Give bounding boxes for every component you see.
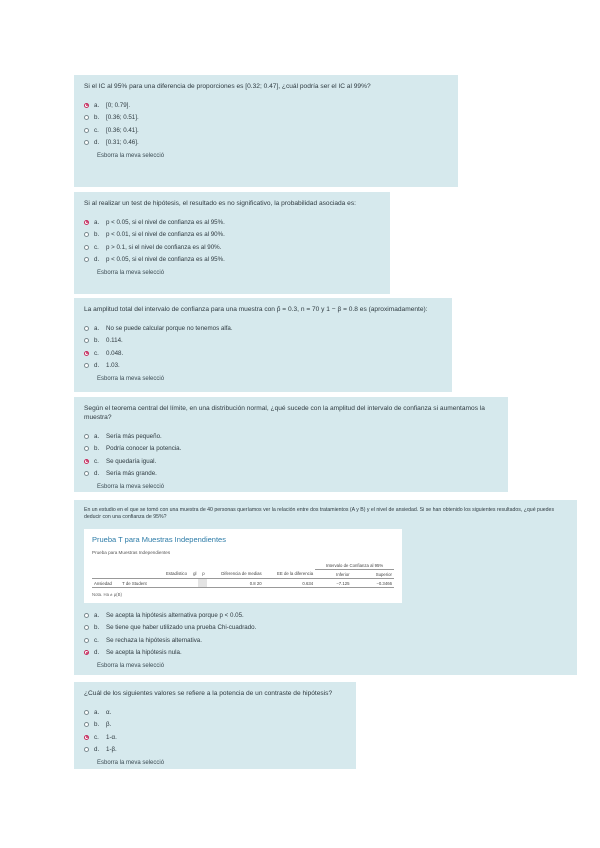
option-text: 1-β. <box>106 746 117 754</box>
clear-selection-link[interactable]: Esborra la meva selecció <box>97 484 165 490</box>
results-table <box>92 561 394 588</box>
option-letter: a. <box>94 101 100 109</box>
radio-icon[interactable] <box>84 747 89 752</box>
table-cell: T de Student <box>120 579 157 588</box>
option-text: [0.36; 0.41]. <box>106 126 139 134</box>
answer-option[interactable] <box>84 112 448 125</box>
question-text: Si el IC al 95% para una diferencia de proporciones es [0.32; 0.47], ¿cuál podría ser el IC al 99%? <box>84 83 371 90</box>
option-text: p > 0.1, si el nivel de confianza es al 90%. <box>106 243 222 251</box>
option-text: 0.114. <box>106 337 123 345</box>
option-letter: c. <box>94 457 99 465</box>
question-card-2 <box>74 192 390 294</box>
option-text: p < 0.05, si el nivel de confianza es al 95%. <box>106 218 225 226</box>
answer-option[interactable] <box>84 322 442 335</box>
answer-option[interactable] <box>84 609 567 622</box>
answer-option[interactable] <box>84 744 346 757</box>
option-letter: a. <box>94 324 100 332</box>
radio-icon[interactable] <box>84 245 89 250</box>
question-card-6 <box>74 682 356 769</box>
option-text: No se puede calcular porque no tenemos alfa. <box>106 324 233 332</box>
option-letter: c. <box>94 126 99 134</box>
answer-option[interactable] <box>84 137 448 150</box>
radio-icon[interactable] <box>84 625 89 630</box>
answer-option[interactable] <box>84 360 442 373</box>
option-letter: a. <box>94 432 100 440</box>
radio-icon[interactable] <box>84 710 89 715</box>
option-letter: b. <box>94 231 100 239</box>
table-cell: −7.125 <box>315 579 351 588</box>
clear-selection-link[interactable]: Esborra la meva selecció <box>97 663 165 669</box>
radio-icon[interactable] <box>84 257 89 262</box>
option-letter: d. <box>94 649 100 657</box>
answer-option[interactable] <box>84 229 380 242</box>
options-list <box>84 216 380 266</box>
option-text: Se acepta la hipótesis nula. <box>106 649 182 657</box>
radio-icon[interactable] <box>84 613 89 618</box>
results-table-panel <box>84 529 402 603</box>
options-list <box>84 430 498 480</box>
option-text: [0.36; 0.51]. <box>106 114 139 122</box>
table-note: Nota. Ha ≠ μ(B) <box>92 592 122 597</box>
answer-option[interactable] <box>84 706 346 719</box>
column-header: Inferior <box>315 570 351 579</box>
radio-icon[interactable] <box>84 722 89 727</box>
question-card-4 <box>74 397 508 492</box>
clear-selection-link[interactable]: Esborra la meva selecció <box>97 153 165 159</box>
radio-icon[interactable] <box>84 128 89 133</box>
option-letter: a. <box>94 218 100 226</box>
radio-selected-icon[interactable] <box>84 459 89 464</box>
option-text: Sería más pequeño. <box>106 432 162 440</box>
answer-option[interactable] <box>84 622 567 635</box>
option-letter: c. <box>94 349 99 357</box>
option-letter: b. <box>94 624 100 632</box>
option-text: 0.048. <box>106 349 124 357</box>
answer-option[interactable] <box>84 647 567 660</box>
column-header: gl <box>189 570 198 579</box>
table-cell: Ansiedad <box>92 579 120 588</box>
option-letter: b. <box>94 114 100 122</box>
options-list <box>84 609 567 659</box>
clear-selection-link[interactable]: Esborra la meva selecció <box>97 760 165 766</box>
table-cell <box>198 579 206 588</box>
option-letter: c. <box>94 636 99 644</box>
option-text: 1-α. <box>106 733 117 741</box>
option-text: Se rechaza la hipótesis alternativa. <box>106 636 202 644</box>
radio-icon[interactable] <box>84 363 89 368</box>
question-text: ¿Cuál de los siguientes valores se refiere a la potencia de un contraste de hipótesis? <box>84 690 333 697</box>
table-cell <box>189 579 198 588</box>
question-card-5 <box>74 500 577 675</box>
option-text: α. <box>106 708 112 716</box>
option-text: Podría conocer la potencia. <box>106 445 182 453</box>
column-header: Estadístico <box>157 570 189 579</box>
option-letter: d. <box>94 362 100 370</box>
answer-option[interactable] <box>84 455 498 468</box>
radio-icon[interactable] <box>84 434 89 439</box>
question-card-3 <box>74 298 452 392</box>
answer-option[interactable] <box>84 719 346 732</box>
answer-option[interactable] <box>84 216 380 229</box>
question-text: Según el teorema central del límite, en una distribución normal, ¿qué sucede con la amplitud del intervalo de confianza si aumentamos la muestra? <box>84 405 485 421</box>
ci-header: Intervalo de Confianza al 95% <box>315 561 394 570</box>
answer-option[interactable] <box>84 335 442 348</box>
answer-option[interactable] <box>84 468 498 481</box>
option-letter: b. <box>94 721 100 729</box>
radio-selected-icon[interactable] <box>84 103 89 108</box>
radio-selected-icon[interactable] <box>84 351 89 356</box>
clear-selection-link[interactable]: Esborra la meva selecció <box>97 376 165 382</box>
clear-selection-link[interactable]: Esborra la meva selecció <box>97 270 165 276</box>
option-text: Sería más grande. <box>106 470 157 478</box>
column-header: Diferencia de medias <box>207 570 264 579</box>
table-cell: 0.8 20 <box>207 579 264 588</box>
radio-icon[interactable] <box>84 471 89 476</box>
answer-option[interactable] <box>84 347 442 360</box>
option-letter: d. <box>94 139 100 147</box>
option-letter: b. <box>94 445 100 453</box>
option-letter: c. <box>94 733 99 741</box>
radio-icon[interactable] <box>84 338 89 343</box>
option-letter: c. <box>94 243 99 251</box>
question-text: La amplitud total del intervalo de confianza para una muestra con p̂ = 0.3, n = 70 y 1 − β = 0.8 es (aproximadamente): <box>84 306 428 313</box>
option-text: [0.31; 0.46]. <box>106 139 139 147</box>
option-letter: d. <box>94 470 100 478</box>
option-text: Se acepta la hipótesis alternativa porque p < 0.05. <box>106 611 244 619</box>
radio-selected-icon[interactable] <box>84 650 89 655</box>
answer-option[interactable] <box>84 634 567 647</box>
answer-option[interactable] <box>84 443 498 456</box>
table-subtitle: Prueba para Muestras Independientes <box>92 550 171 555</box>
radio-selected-icon[interactable] <box>84 735 89 740</box>
answer-option[interactable] <box>84 99 448 112</box>
question-card-1 <box>74 75 458 187</box>
column-header <box>92 570 120 579</box>
options-list <box>84 706 346 756</box>
option-text: Se tiene que haber utilizado una prueba Chi-cuadrado. <box>106 624 257 632</box>
option-text: β. <box>106 721 112 729</box>
option-text: [0; 0.79]. <box>106 101 131 109</box>
column-header: p <box>198 570 206 579</box>
table-cell: 0.634 <box>264 579 315 588</box>
table-cell: −0.3466 <box>352 579 394 588</box>
column-header: EE de la diferencia <box>264 570 315 579</box>
option-letter: d. <box>94 746 100 754</box>
option-letter: d. <box>94 256 100 264</box>
answer-option[interactable] <box>84 430 498 443</box>
option-text: Se quedaría igual. <box>106 457 157 465</box>
table-row <box>92 579 394 588</box>
option-letter: b. <box>94 337 100 345</box>
answer-option[interactable] <box>84 254 380 267</box>
column-header: Superior <box>352 570 394 579</box>
radio-selected-icon[interactable] <box>84 220 89 225</box>
table-title: Prueba T para Muestras Independientes <box>92 535 226 544</box>
question-text: Si al realizar un test de hipótesis, el resultado es no significativo, la probabilidad asociada es: <box>84 200 356 207</box>
table-cell <box>157 579 189 588</box>
column-header <box>120 570 157 579</box>
option-letter: a. <box>94 708 100 716</box>
answer-option[interactable] <box>84 124 448 137</box>
question-text: En un estudio en el que se tomó con una muestra de 40 personas queríamos ver la relación entre dos tratamientos (A y B) y el nivel de ansiedad. Si se han obtenido los siguientes resultados, ¿qué puedes deducir con una confianza de 95%? <box>84 507 555 520</box>
options-list <box>84 322 442 372</box>
radio-icon[interactable] <box>84 326 89 331</box>
radio-icon[interactable] <box>84 115 89 120</box>
option-text: p < 0.01, si el nivel de confianza es al 90%. <box>106 231 225 239</box>
radio-icon[interactable] <box>84 140 89 145</box>
radio-icon[interactable] <box>84 446 89 451</box>
radio-icon[interactable] <box>84 638 89 643</box>
radio-icon[interactable] <box>84 232 89 237</box>
option-letter: a. <box>94 611 100 619</box>
answer-option[interactable] <box>84 241 380 254</box>
option-text: p < 0.05, si el nivel de confianza es al 95%. <box>106 256 225 264</box>
option-text: 1.03. <box>106 362 120 370</box>
answer-option[interactable] <box>84 731 346 744</box>
options-list <box>84 99 448 149</box>
